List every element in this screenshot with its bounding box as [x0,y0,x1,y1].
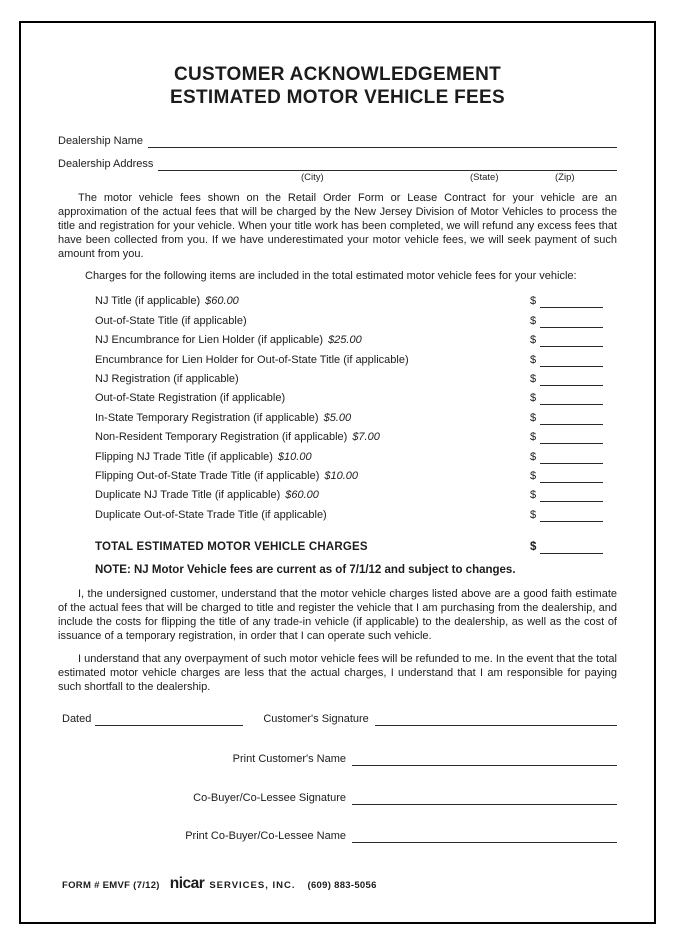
charge-label [95,412,530,425]
dollar-sign: $ [530,489,537,502]
print-cobuyer-name-row [58,827,617,843]
form-content [58,23,617,843]
charge-preprinted-amount: $25.00 [328,334,362,347]
print-cobuyer-name-label: Print Co-Buyer/Co-Lessee Name [185,829,346,842]
charge-amount-cell [530,315,617,328]
charge-row-oos-registration [95,386,617,405]
charge-amount-line[interactable] [540,382,603,386]
charge-preprinted-amount: $7.00 [352,431,380,444]
acknowledgement-paragraph: I, the undersigned customer, understand that the motor vehicle charges listed above are a good faith estimate of the actual fees that will be charged to title and register the vehicle that I am purchasing from the dealership, and include the costs for flipping the title of any trade-in vehicle (if applicable) to the dealership, as well as the cost of issuance of a temporary registration, in order that I can operate such vehicle. [58,587,617,642]
zip-label: (Zip) [555,172,575,183]
dated-input-line[interactable] [95,722,243,726]
charge-row-oos-title [95,308,617,327]
charge-amount-line[interactable] [540,498,603,502]
dealership-address-label: Dealership Address [58,158,154,170]
form-title-line1: CUSTOMER ACKNOWLEDGEMENT [173,64,502,85]
dated-label: Dated [62,712,92,725]
state-label: (State) [470,172,499,183]
charge-label [95,334,530,347]
charge-item-name: NJ Title (if applicable) [95,295,201,308]
dollar-sign: $ [530,353,537,366]
form-title [58,63,617,109]
footer-phone-number: (609) 883-5056 [307,880,377,891]
charge-item-name: Out-of-State Title (if applicable) [95,314,247,327]
charge-row-flip-nj-trade [95,444,617,463]
nicar-logo: nicar [169,875,205,892]
form-footer [62,875,377,893]
dealership-name-label: Dealership Name [58,135,143,147]
charge-row-nonresident-temp-reg [95,425,617,444]
charge-row-dup-nj-trade [95,483,617,502]
dated-signature-row [58,710,617,726]
total-row [95,538,617,554]
charge-amount-line[interactable] [540,460,603,464]
charge-row-instate-temp-reg [95,405,617,424]
dealership-address-row [58,155,617,171]
charge-amount-line[interactable] [540,401,603,405]
print-customer-name-row [58,750,617,766]
charge-preprinted-amount: $5.00 [323,411,352,424]
charge-row-flip-oos-trade [95,464,617,483]
charge-item-name: Flipping NJ Trade Title (if applicable) [95,450,273,463]
dealership-name-input-line[interactable] [148,144,617,148]
overpayment-paragraph: I understand that any overpayment of such motor vehicle fees will be refunded to me. In the event that the total estimated motor vehicle charges are less that the actual charges, I understand that I am responsible for paying such shortfall to the dealership. [58,652,617,693]
charge-amount-cell [530,489,617,502]
charge-label [95,392,530,405]
dollar-sign: $ [530,431,537,444]
charge-amount-line[interactable] [540,440,603,444]
charge-preprinted-amount: $60.00 [285,489,319,502]
charge-preprinted-amount: $10.00 [324,469,359,482]
charge-label [95,315,530,328]
cobuyer-signature-line[interactable] [352,801,617,805]
dollar-sign: $ [530,392,537,405]
address-sublabels [58,171,617,184]
dollar-sign: $ [530,508,537,521]
dollar-sign: $ [530,540,537,553]
charge-row-nj-title [95,289,617,308]
dollar-sign: $ [530,314,537,327]
print-customer-name-line[interactable] [352,762,617,766]
charge-amount-cell [530,451,617,464]
print-cobuyer-name-line[interactable] [352,839,617,843]
charge-item-name: NJ Registration (if applicable) [95,372,239,385]
dollar-sign: $ [530,411,537,424]
charge-row-nj-encumbrance [95,328,617,347]
charge-label [95,470,530,483]
total-amount-cell [530,541,617,554]
dollar-sign: $ [530,450,537,463]
customer-signature-label: Customer's Signature [263,712,369,725]
charge-item-name: Out-of-State Registration (if applicable) [95,392,286,405]
charge-item-name: Duplicate Out-of-State Trade Title (if applicable) [95,508,327,521]
charge-amount-cell [530,392,617,405]
charge-preprinted-amount: $10.00 [277,450,312,463]
dollar-sign: $ [530,469,537,482]
charge-item-name: NJ Encumbrance for Lien Holder (if applicable) [95,334,324,347]
dealership-name-row [58,132,617,148]
cobuyer-signature-label: Co-Buyer/Co-Lessee Signature [193,791,346,804]
charge-label [95,489,530,502]
total-label: TOTAL ESTIMATED MOTOR VEHICLE CHARGES [95,540,368,553]
charge-amount-cell [530,354,617,367]
city-label: (City) [301,172,324,183]
charge-label [95,295,530,308]
print-customer-name-label: Print Customer's Name [232,752,346,765]
charge-amount-line[interactable] [540,343,603,347]
dollar-sign: $ [530,295,537,308]
form-title-line2: ESTIMATED MOTOR VEHICLE FEES [170,87,505,108]
charge-amount-line[interactable] [540,363,603,367]
form-number: FORM # EMVF (7/12) [62,880,160,891]
charge-amount-cell [530,412,617,425]
charge-item-name: Flipping Out-of-State Trade Title (if applicable) [95,469,320,482]
charge-amount-cell [530,295,617,308]
charge-item-name: Non-Resident Temporary Registration (if applicable) [95,431,348,444]
charge-amount-cell [530,509,617,522]
cobuyer-signature-row [58,789,617,805]
charges-list [95,289,617,522]
form-page [19,21,656,924]
charge-amount-line[interactable] [540,324,603,328]
charge-item-name: Encumbrance for Lien Holder for Out-of-State Title (if applicable) [95,353,409,366]
charge-label [95,431,530,444]
charge-amount-cell [530,470,617,483]
dollar-sign: $ [530,372,537,385]
charge-amount-line[interactable] [540,304,603,308]
customer-signature-line[interactable] [375,722,617,726]
charge-row-nj-registration [95,367,617,386]
charge-amount-line[interactable] [540,479,603,483]
charge-label [95,509,530,522]
charge-amount-line[interactable] [540,421,603,425]
total-amount-line[interactable] [540,550,603,554]
charge-label [95,451,530,464]
charge-row-dup-oos-trade [95,502,617,521]
charge-item-name: In-State Temporary Registration (if applicable) [95,411,319,424]
charge-amount-line[interactable] [540,518,603,522]
charge-label [95,354,530,367]
charge-amount-cell [530,334,617,347]
intro-paragraph: The motor vehicle fees shown on the Retail Order Form or Lease Contract for your vehicle are an approximation of the actual fees that will be charged by the New Jersey Division of Motor Vehicles to process the title and registration for your vehicle. When your title work has been completed, we will refund any excess fees that have been collected from you. If we have underestimated your motor vehicle fees, we will seek payment of such amount from you. [58,192,617,260]
charges-intro-line: Charges for the following items are included in the total estimated motor vehicle fees for your vehicle: [85,270,577,282]
charge-preprinted-amount: $60.00 [205,295,239,308]
charge-label [95,373,530,386]
dollar-sign: $ [530,334,537,347]
charge-amount-cell [530,373,617,386]
charge-row-oos-encumbrance [95,347,617,366]
charge-amount-cell [530,431,617,444]
fees-note: NOTE: NJ Motor Vehicle fees are current as of 7/1/12 and subject to changes. [95,563,516,576]
footer-company-name: SERVICES, INC. [209,880,296,891]
charge-item-name: Duplicate NJ Trade Title (if applicable) [95,489,281,502]
